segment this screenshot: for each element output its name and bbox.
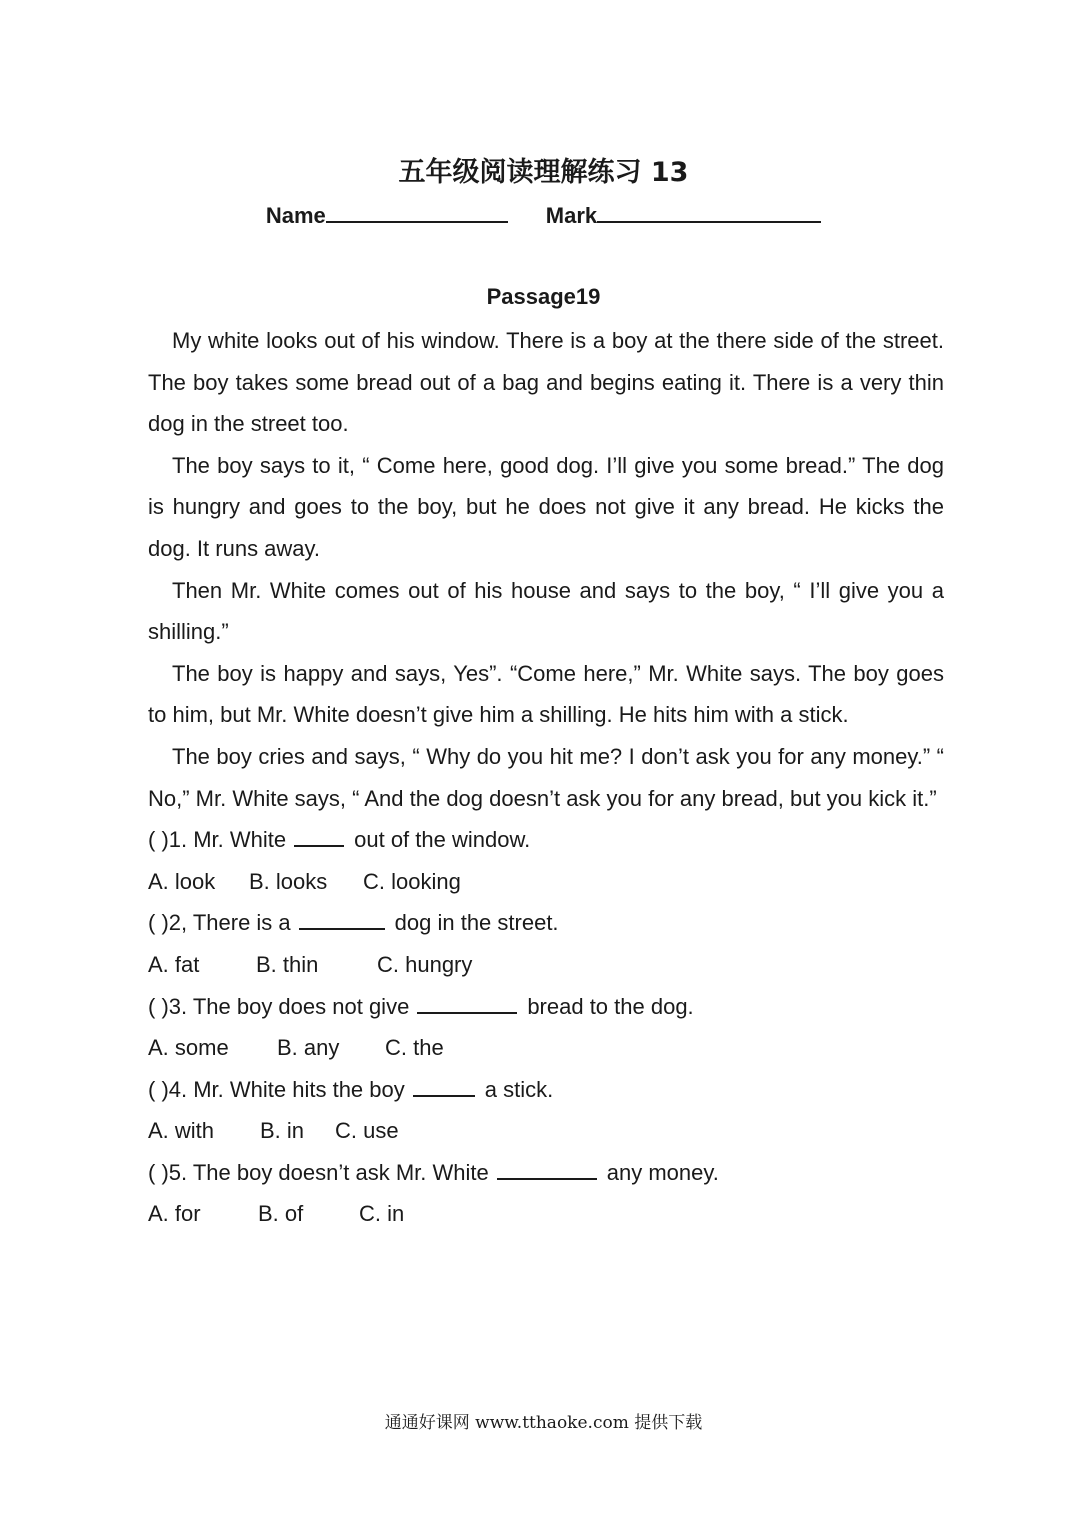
question-5-stem: ( )5. The boy doesn’t ask Mr. White xyxy=(148,1159,489,1185)
option-a: A. look xyxy=(148,868,216,894)
question-3-stem: ( )3. The boy does not give xyxy=(148,993,410,1019)
question-2-tail: dog in the street. xyxy=(394,910,559,936)
question-1-tail: out of the window. xyxy=(354,827,531,853)
option-a: A. with xyxy=(148,1118,215,1144)
option-c: C. the xyxy=(385,1035,444,1061)
option-a: A. for xyxy=(148,1201,201,1227)
question-5 xyxy=(148,1152,944,1194)
mark-blank[interactable] xyxy=(597,199,821,223)
name-label: Name xyxy=(265,203,326,228)
question-1-stem: ( )1. Mr. White xyxy=(148,827,287,853)
option-c: C. hungry xyxy=(377,951,473,977)
question-5-blank[interactable] xyxy=(497,1158,597,1180)
question-2-options xyxy=(148,944,944,986)
question-4-stem: ( )4. Mr. White hits the boy xyxy=(148,1076,405,1102)
question-3-blank[interactable] xyxy=(417,992,517,1014)
option-b: B. looks xyxy=(249,868,328,894)
passage-paragraph: The boy is happy and says, Yes”. “Come here,” Mr. White says. The boy goes to him, but Mr. White doesn’t give him a shilling. He hits him with a stick. xyxy=(148,660,944,728)
passage-paragraph: The boy cries and says, “ Why do you hit me? I don’t ask you for any money.” “ No,” Mr. White says, “ And the dog doesn’t ask you for any bread, but you kick it.” xyxy=(148,743,944,811)
question-3-tail: bread to the dog. xyxy=(527,993,694,1019)
option-c: C. use xyxy=(335,1118,399,1144)
name-mark-row xyxy=(0,199,1087,229)
mark-label: Mark xyxy=(545,203,598,228)
question-5-options xyxy=(148,1193,944,1235)
question-4-options xyxy=(148,1110,944,1152)
question-5-tail: any money. xyxy=(606,1159,719,1185)
passage-title: Passage19 xyxy=(486,284,601,309)
question-1-blank[interactable] xyxy=(294,825,344,847)
passage-paragraph: Then Mr. White comes out of his house and says to the boy, “ I’ll give you a shilling.” xyxy=(148,577,944,645)
footer-credit: 通通好课网 www.tthaoke.com 提供下载 xyxy=(384,1413,703,1433)
option-a: A. some xyxy=(148,1035,229,1061)
question-3 xyxy=(148,986,944,1028)
name-blank[interactable] xyxy=(326,199,508,223)
worksheet-title: 五年级阅读理解练习 13 xyxy=(398,157,689,188)
question-3-options xyxy=(148,1027,944,1069)
option-b: B. thin xyxy=(256,951,319,977)
option-a: A. fat xyxy=(148,951,200,977)
question-1 xyxy=(148,819,944,861)
question-4-tail: a stick. xyxy=(484,1076,554,1102)
option-c: C. looking xyxy=(363,868,461,894)
passage-paragraph: The boy says to it, “ Come here, good dog. I’ll give you some bread.” The dog is hungry and goes to the boy, but he does not give it any bread. He kicks the dog. It runs away. xyxy=(148,452,944,561)
passage-body xyxy=(148,320,944,1235)
question-4 xyxy=(148,1069,944,1111)
option-c: C. in xyxy=(359,1201,405,1227)
passage-paragraph: My white looks out of his window. There is a boy at the there side of the street. The boy takes some bread out of a bag and begins eating it. There is a very thin dog in the street too. xyxy=(148,328,944,437)
question-2 xyxy=(148,902,944,944)
option-b: B. in xyxy=(260,1118,305,1144)
question-2-stem: ( )2, There is a xyxy=(148,910,291,936)
option-b: B. of xyxy=(258,1201,304,1227)
question-2-blank[interactable] xyxy=(299,908,385,930)
question-1-options xyxy=(148,861,944,903)
option-b: B. any xyxy=(277,1035,340,1061)
question-4-blank[interactable] xyxy=(413,1075,475,1097)
